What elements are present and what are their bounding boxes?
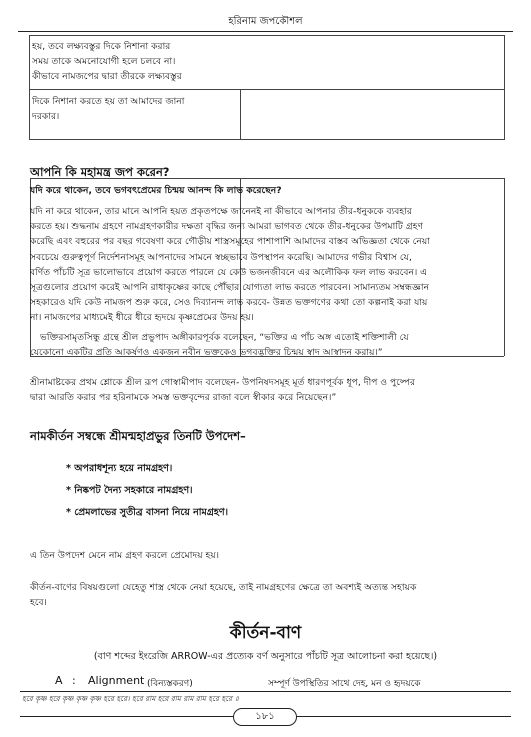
paragraph-line: বর্ণিত পাঁচটি সূত্র ভালোভাবে প্রয়োগ করতে পারলে যে কেউ ভজনজীবনে এর অলৌকিক ফল লাভ করবেন। এ: [30, 266, 428, 278]
paragraph-line: সবচেয়ে গুরুত্বপূর্ণ নির্দেশনাসমূহ আপনাদের সামনে স্বচ্ছভাবে উপস্থাপন করেছি। আমাদের গভীর বিশ্বাস যে,: [30, 251, 412, 263]
page-number: ১৮১: [233, 708, 297, 726]
table-line: দিকে নিশানা করতে হয় তা আমাদের জানা: [32, 96, 185, 107]
question-subheading: যদি করে থাকেন, তবে ভগবৎপ্রেমের চিন্ময় আনন্দ কি লাভ করেছেন?: [30, 185, 282, 196]
paragraph-4: এ তিন উপদেশ মেনে নাম গ্রহণ করলে প্রেমোদয় হয়।: [30, 550, 220, 561]
header-divider: [18, 31, 513, 32]
section-subtitle: (বাণ শব্দের ইংরেজি ARROW-এর প্রত্যেক বর্ণ অনুসারে পাঁচটি সূত্র আলোচনা করা হয়েছে।): [93, 651, 438, 662]
section-title: কীর্তন-বাণ: [229, 623, 302, 643]
alignment-letter: A: [55, 674, 63, 687]
paragraph-line: কীর্তন-বাণের বিষয়গুলো যেহেতু শাস্ত্র থেকে নেয়া হয়েছে, তাই নামগ্রহণের ক্ষেত্রে তা অবশ্যই অত্যন্ত সহায়ক: [30, 582, 417, 593]
paragraph-line: দ্বারা আরতি করার পর হরিনামকে সমস্ত ভক্তবৃন্দের রাজা বলে স্বীকার করে নিয়েছেন।”: [30, 392, 337, 404]
alignment-description: সম্পূর্ণ উপস্থিতির সাথে দেহ, মন ও হৃদয়কে: [268, 679, 421, 689]
paragraph-line: হবে।: [30, 597, 47, 609]
paragraph-line: করতে হয়। শুদ্ধনাম গ্রহণে নামগ্রহণকারীর দক্ষতা বৃদ্ধির জন্য আমরা ভাগবত থেকে তীর-ধনুকের উপমাটি গ্রহণ: [30, 221, 424, 233]
paragraph-line: যদি না করে থাকেন, তার মানে আপনি হয়ত প্রকৃতপক্ষে জানেনই না কীভাবে আপনার তীর-ধনুককে ব্যবহার: [30, 206, 412, 217]
paragraph-line: না। নামজপের মাধ্যমেই ধীরে ধীরে হৃদয়ে কৃষ্ণপ্রেমের উদয় হয়।: [30, 312, 254, 324]
paragraph-5: [30, 580, 508, 610]
alignment-translation: (বিন্যস্তকরণ): [147, 679, 193, 689]
footer-divider-top: [20, 691, 511, 692]
paragraph-line: করেছি এবং বহুরের পর বছর গবেষণা করে গৌড়ীয় শাস্ত্রসমূহের পাশাপাশি আমাদের বাস্তব অভিজ্ঞতা থেকে নেয়া: [30, 236, 430, 248]
question-heading: আপনি কি মহামন্ত্র জপ করেন?: [30, 165, 170, 179]
paragraph-line: সহকারেও যদি কেউ নামজপ শুরু করে, সেও দিব্যানন্দ লাভ করবে- উন্নত ভক্তগণের কথা তো কল্পনাই করা যায়: [30, 297, 428, 309]
alignment-term: Alignment: [88, 674, 145, 687]
alignment-colon: :: [72, 674, 76, 687]
footer-mantra: হরে কৃষ্ণ হরে কৃষ্ণ কৃষ্ণ কৃষ্ণ হরে হরে। হরে রাম হরে রাম রাম রাম হরে হরে ॥: [22, 694, 239, 703]
paragraph-line: যেকোনো একটির প্রতি আকর্ষণও একজন নবীন ভক্তকেও ভগবদ্ভক্তির চিন্ময় স্বাদ আস্বাদন করায়।”: [30, 347, 383, 359]
table-line: সময় তাকে অমনোযোগী হলে চলবে না।: [32, 56, 176, 67]
table-line: কীভাবে নামজপের দ্বারা তীরকে লক্ষ্যবস্তুর: [32, 71, 182, 82]
paragraph-2: [30, 330, 508, 360]
instruction-item: * নিষ্কপট দৈন্য সহকারে নামগ্রহণ।: [66, 485, 193, 496]
paragraph-1: [30, 204, 508, 326]
instruction-item: * প্রেমলাভের সুতীব্র বাসনা নিয়ে নামগ্রহণ।: [66, 507, 229, 518]
paragraph-3: [30, 375, 508, 405]
table-line: দরকার।: [32, 111, 60, 122]
instructions-heading: নামকীর্তন সম্বন্ধে শ্রীমন্মহাপ্রভুর তিনটি উপদেশ–: [30, 429, 246, 443]
paragraph-line: সূত্রগুলোর প্রয়োগ করেই আপনি রাধাকৃষ্ণের কাছে পৌঁছার যোগ্যতা লাভ করতে পারবেন। সামান্যতম সম্বন্ধজ্ঞান: [30, 282, 430, 294]
table-line: হয়, তবে লক্ষ্যবস্তুর দিকে নিশানা করার: [32, 41, 171, 52]
paragraph-line: ভক্তিরসামৃতসিন্ধু গ্রন্থে শ্রীল প্রভুপাদ অঙ্গীকারপূর্বক বলেছেন, “ভক্তির এ পাঁচ অঙ্গ এতোই শক্তিশালী যে: [40, 332, 409, 343]
page-header-title: হরিনাম জপকৌশল: [228, 16, 303, 27]
instruction-item: * অপরাধশূন্য হয়ে নামগ্রহণ।: [66, 463, 173, 474]
table-cell-2: [32, 94, 237, 124]
table-cell-1: [32, 39, 247, 84]
paragraph-line: শ্রীনামাষ্টকের প্রথম শ্লোকে শ্রীল রূপ গোস্বামীপাদ বলেছেন- উপনিষদসমূহ মূর্ত ধারণপূর্বক ধূপ, দীপ ও পুষ্পের: [30, 377, 416, 388]
